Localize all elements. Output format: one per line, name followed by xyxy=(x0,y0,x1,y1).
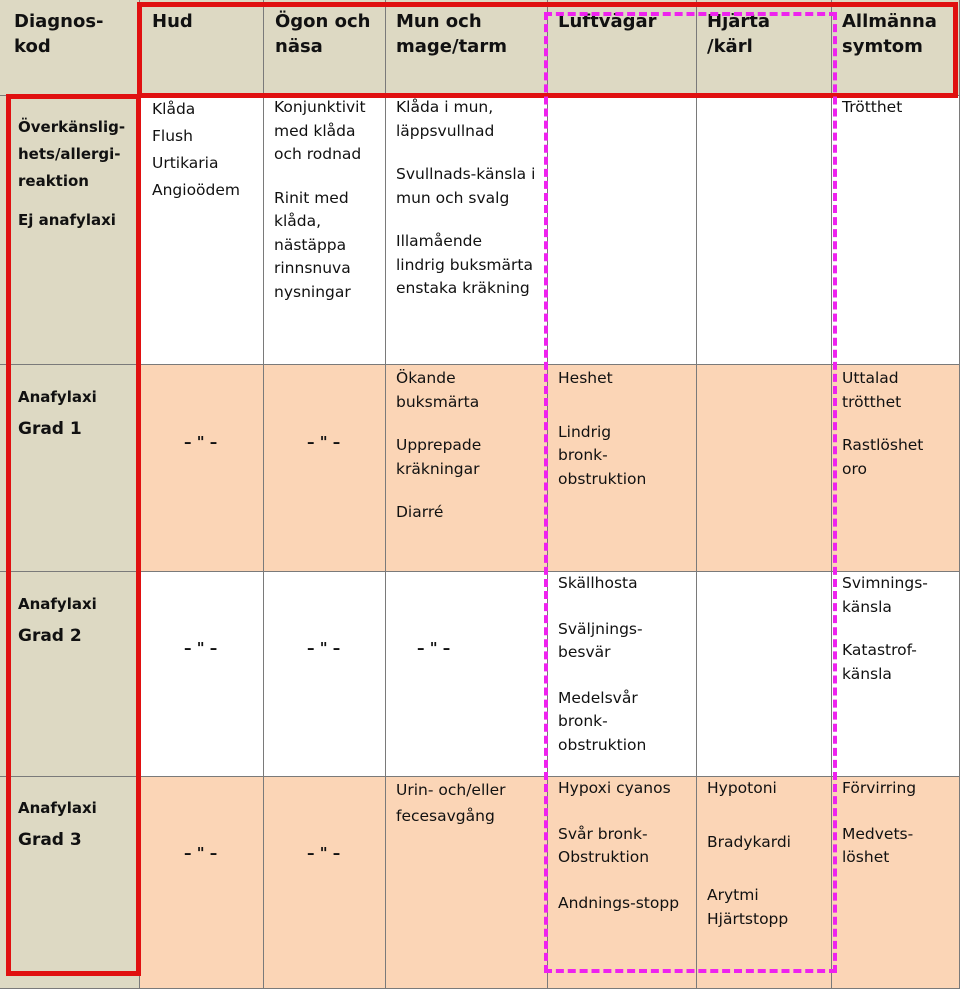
cell-text: Lindrig xyxy=(558,422,612,441)
cell-text: buksmärta xyxy=(396,392,480,411)
cell-text: Arytmi xyxy=(707,886,759,904)
cell-text: fecesavgång xyxy=(396,807,495,825)
cell-text: Klåda xyxy=(152,100,196,118)
cell-text: Angioödem xyxy=(152,181,241,199)
cell-text: Upprepade xyxy=(396,436,482,454)
ditto-mark: – " – xyxy=(184,844,218,862)
header-text: Ögon och xyxy=(275,11,371,32)
header-text: Mun och xyxy=(396,11,482,32)
cell-text: Hjärtstopp xyxy=(707,909,789,928)
cell-text: kräkningar xyxy=(396,459,480,478)
cell-text: Andnings-stopp xyxy=(558,893,680,912)
cell-text: Skällhosta xyxy=(558,574,638,592)
row-label-text: Överkänslig- xyxy=(18,118,126,136)
cell-r4-ogon xyxy=(264,777,386,989)
cell-r3-ogon xyxy=(264,572,386,777)
header-mun-mage xyxy=(386,0,548,96)
row-label-text: reaktion xyxy=(18,172,89,190)
cell-r3-luft xyxy=(548,572,697,777)
cell-r2-allm xyxy=(832,365,960,572)
cell-text: nästäppa xyxy=(274,235,347,254)
cell-r1-mun xyxy=(386,96,548,365)
cell-text: Obstruktion xyxy=(558,848,650,866)
cell-text: Medvets- xyxy=(842,824,914,843)
row-label-text: Anafylaxi xyxy=(18,595,97,613)
cell-text: Katastrof- xyxy=(842,641,917,659)
cell-text: Urtikaria xyxy=(152,154,219,172)
cell-text: besvär xyxy=(558,643,611,661)
row-label-text: Anafylaxi xyxy=(18,799,97,817)
cell-text: lindrig buksmärta xyxy=(396,255,533,274)
ditto-mark: – " – xyxy=(184,433,218,451)
cell-text: trötthet xyxy=(842,392,902,411)
header-text: symtom xyxy=(842,36,923,57)
cell-text: löshet xyxy=(842,848,890,866)
cell-r3-hjarta xyxy=(697,572,832,777)
ditto-mark: – " – xyxy=(184,639,218,657)
cell-text: Diarré xyxy=(396,503,444,521)
cell-text: Bradykardi xyxy=(707,832,791,851)
ditto-mark: – " – xyxy=(417,639,451,657)
cell-text: Uttalad xyxy=(842,369,899,387)
header-text: Allmänna xyxy=(842,11,937,32)
header-text: Hud xyxy=(152,11,193,32)
row-label-grad2 xyxy=(0,572,140,777)
cell-text: Förvirring xyxy=(842,779,917,797)
cell-text: Hypoxi cyanos xyxy=(558,779,671,797)
cell-text: Svår bronk- xyxy=(558,824,648,843)
cell-text: nysningar xyxy=(274,282,351,301)
cell-text: Hypotoni xyxy=(707,779,777,797)
row-label-text: Grad 1 xyxy=(18,419,82,439)
row-label-text: hets/allergi- xyxy=(18,145,121,163)
header-text: Hjärta xyxy=(707,11,771,32)
cell-r4-hjarta xyxy=(697,777,832,989)
cell-r1-hjarta xyxy=(697,96,832,365)
cell-text: Rastlöshet xyxy=(842,436,924,454)
header-diagnoskod xyxy=(0,0,140,96)
header-allmanna-symtom xyxy=(832,0,960,96)
cell-text: Trötthet xyxy=(842,98,903,116)
row-label-grad3 xyxy=(0,777,140,989)
cell-r4-luft xyxy=(548,777,697,989)
row-label-text: Ej anafylaxi xyxy=(18,211,116,229)
cell-text: bronk- xyxy=(558,712,608,730)
cell-text: Svimnings- xyxy=(842,574,928,592)
cell-text: bronk- xyxy=(558,446,608,464)
cell-text: läppsvullnad xyxy=(396,121,495,140)
cell-text: Illamående xyxy=(396,232,483,250)
ditto-mark: – " – xyxy=(307,433,341,451)
cell-text: Rinit med xyxy=(274,188,349,207)
cell-r3-allm xyxy=(832,572,960,777)
cell-text: Sväljnings- xyxy=(558,619,643,638)
cell-text: Konjunktivit xyxy=(274,98,366,116)
cell-text: Flush xyxy=(152,127,193,145)
cell-text: Klåda i mun, xyxy=(396,98,494,116)
header-luftvagar xyxy=(548,0,697,96)
row-label-grad1 xyxy=(0,365,140,572)
cell-text: med klåda xyxy=(274,121,356,140)
cell-text: Medelsvår xyxy=(558,688,638,707)
ditto-mark: – " – xyxy=(307,844,341,862)
header-text: kod xyxy=(14,36,51,57)
cell-text: obstruktion xyxy=(558,469,647,488)
cell-text: Urin- och/eller xyxy=(396,781,506,799)
cell-r4-hud xyxy=(140,777,264,989)
cell-r3-hud xyxy=(140,572,264,777)
cell-text: känsla xyxy=(842,597,892,616)
cell-r4-mun xyxy=(386,777,548,989)
cell-text: enstaka kräkning xyxy=(396,279,530,297)
cell-text: rinnsnuva xyxy=(274,259,351,277)
cell-r1-hud xyxy=(140,96,264,365)
cell-r2-mun xyxy=(386,365,548,572)
header-text: mage/tarm xyxy=(396,36,507,57)
cell-text: obstruktion xyxy=(558,735,647,754)
row-label-text: Grad 2 xyxy=(18,626,82,646)
cell-r3-mun xyxy=(386,572,548,777)
cell-r2-hjarta xyxy=(697,365,832,572)
header-text: Diagnos- xyxy=(14,11,104,32)
cell-text: Heshet xyxy=(558,369,613,387)
cell-text: känsla xyxy=(842,664,892,683)
header-ogon-nasa xyxy=(264,0,386,96)
cell-text: och rodnad xyxy=(274,145,362,163)
cell-text: Svullnads-känsla i xyxy=(396,165,536,183)
header-text: /kärl xyxy=(707,36,753,57)
cell-r2-ogon xyxy=(264,365,386,572)
cell-r2-luft xyxy=(548,365,697,572)
cell-text: Ökande xyxy=(396,369,456,387)
cell-r2-hud xyxy=(140,365,264,572)
row-label-allergy xyxy=(0,96,140,365)
cell-text: mun och svalg xyxy=(396,188,510,207)
cell-r1-allm xyxy=(832,96,960,365)
header-text: näsa xyxy=(275,36,323,57)
header-hjarta-karl xyxy=(697,0,832,96)
row-label-text: Grad 3 xyxy=(18,830,82,850)
row-label-text: Anafylaxi xyxy=(18,388,97,406)
header-hud xyxy=(140,0,264,96)
header-text: Luftvägar xyxy=(558,11,657,32)
cell-r1-ogon xyxy=(264,96,386,365)
cell-text: klåda, xyxy=(274,212,322,230)
cell-r4-allm xyxy=(832,777,960,989)
ditto-mark: – " – xyxy=(307,639,341,657)
cell-text: oro xyxy=(842,459,867,478)
cell-r1-luft xyxy=(548,96,697,365)
